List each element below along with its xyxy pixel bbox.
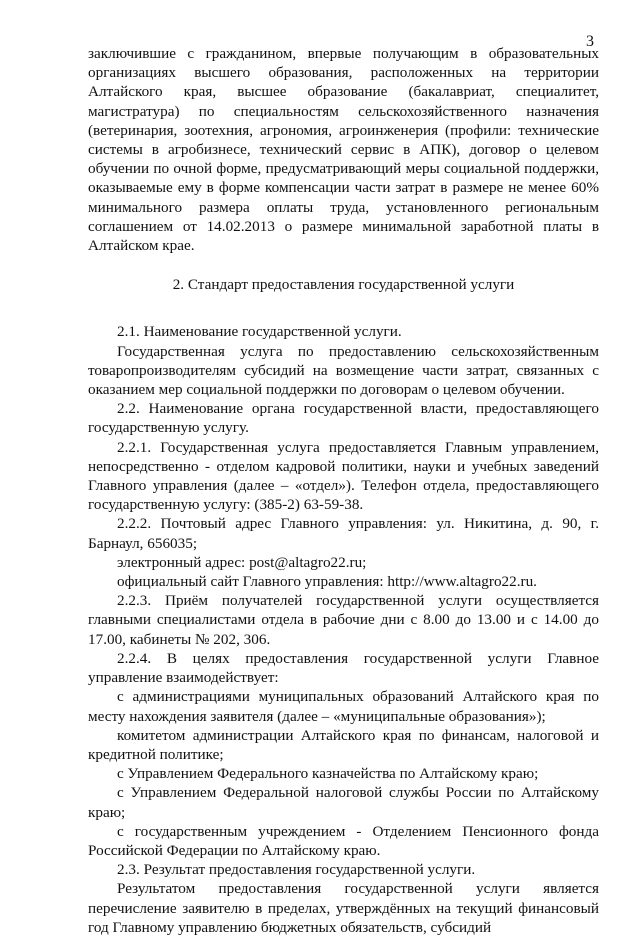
section-heading: 2. Стандарт предоставления государственной услуги (172, 276, 515, 294)
list-item: с Управлением Федерального казначейства по Алтайскому краю; (117, 765, 539, 783)
paragraph: 2.2.4. В целях предоставления государственной услуги Главное управление взаимодействует: (88, 649, 599, 687)
paragraph: заключившие с гражданином, впервые получающим в образовательных организациях высшего образования, расположенных на территории Алтайского края, высшее образование (бакалавриат, специалитет, магистратура) по специальностям сельскохозяйственного назначения (ветеринария, зоотехния, агрономия, агроинженерия (профили: технические системы в агробизнесе, технический сервис в АПК), договор о целевом обучении по очной форме, предусматривающий меры социальной поддержки, оказываемые ему в форме компенсации части затрат в размере не менее 60% минимального размера оплаты труда, установленного региональным соглашением от 14.02.2013 о размере минимальной заработной платы в Алтайском крае. (88, 45, 599, 255)
document-body (88, 44, 599, 937)
list-item: комитетом администрации Алтайского края по финансам, налоговой и кредитной политике; (88, 726, 599, 763)
list-item: с администрациями муниципальных образований Алтайского края по месту нахождения заявителя (далее – «муниципальные образования»); (88, 688, 599, 725)
email-line: электронный адрес: post@altagro22.ru; (117, 553, 367, 571)
paragraph: Государственная услуга по предоставлению сельскохозяйственным товаропроизводителям субсидий на возмещение части затрат, связанных с оказанием мер социальной поддержки по договорам о целевом обучении. (88, 342, 599, 399)
paragraph: 2.2.1. Государственная услуга предоставляется Главным управлением, непосредственно - отделом кадровой политики, науки и учебных заведений Главного управления (далее – «отдел»). Телефон отдела, предоставляющего государственную услугу: (385-2) 63-59-38. (88, 438, 599, 514)
list-item: с Управлением Федеральной налоговой службы России по Алтайскому краю; (88, 784, 599, 821)
website-line: официальный сайт Главного управления: http://www.altagro22.ru. (117, 573, 537, 591)
list-item: с государственным учреждением - Отделением Пенсионного фонда Российской Федерации по Алтайскому краю. (88, 822, 599, 859)
paragraph: 2.1. Наименование государственной услуги. (117, 323, 402, 341)
paragraph: 2.2.3. Приём получателей государственной услуги осуществляется главными специалистами отдела в рабочие дни с 8.00 до 13.00 и с 14.00 до 17.00, кабинеты № 202, 306. (88, 592, 599, 648)
paragraph: 2.3. Результат предоставления государственной услуги. (117, 861, 476, 879)
paragraph: Результатом предоставления государственной услуги является перечисление заявителю в пределах, утверждённых на текущий финансовый год Главному управлению бюджетных обязательств, субсидий (88, 880, 599, 936)
page-number: 3 (586, 33, 594, 50)
paragraph: 2.2.2. Почтовый адрес Главного управления: ул. Никитина, д. 90, г. Барнаул, 656035; (88, 515, 599, 552)
paragraph: 2.2. Наименование органа государственной власти, предоставляющего государственную услугу. (88, 400, 599, 437)
